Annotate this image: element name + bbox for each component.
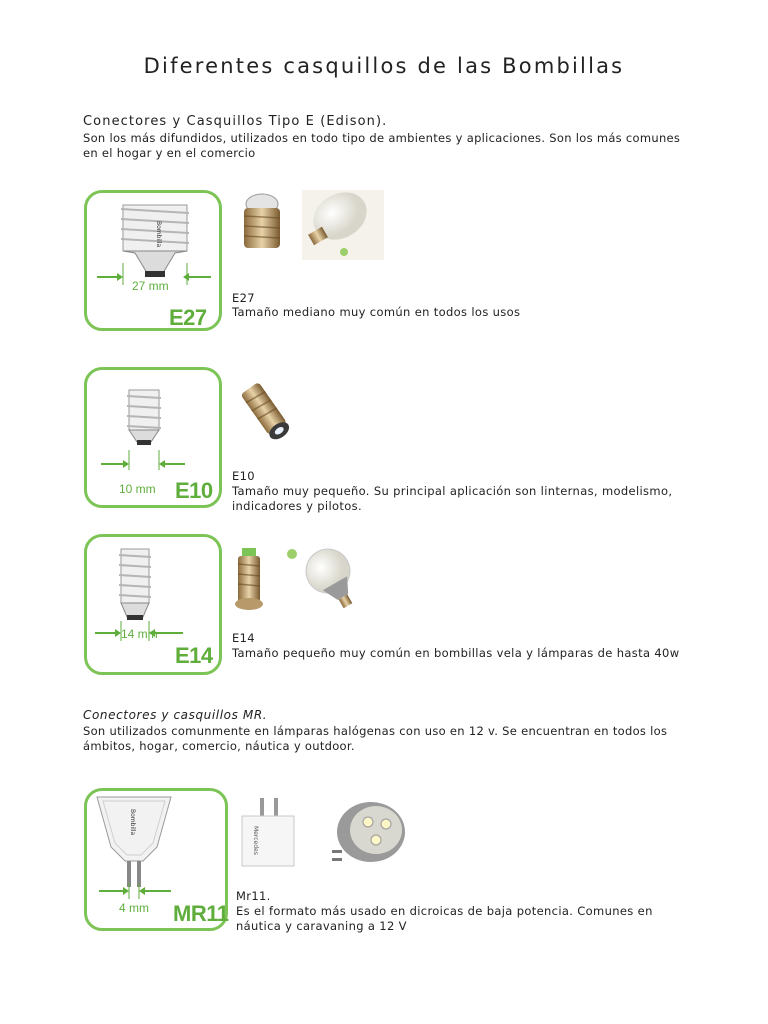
mr11-caption-text-line2: náutica y caravaning a 12 V xyxy=(236,919,407,933)
e14-mm-label: 14 mm xyxy=(121,627,158,641)
e10-caption-title: E10 xyxy=(232,469,255,483)
section-e-text-line1: Son los más difundidos, utilizados en todo tipo de ambientes y aplicaciones. Son los más comunes xyxy=(83,131,681,145)
e27-caption-title: E27 xyxy=(232,291,255,305)
e10-product-photo xyxy=(232,378,304,448)
e10-caption-text-line2: indicadores y pilotos. xyxy=(232,499,362,513)
e14-caption-title: E14 xyxy=(232,631,255,645)
section-e-text-line2: en el hogar y en el comercio xyxy=(83,146,256,160)
section-mr-text-line1: Son utilizados comunmente en lámparas halógenas con uso en 12 v. Se encuentran en todos los xyxy=(83,724,668,738)
mr11-code-label: MR11 xyxy=(173,901,229,926)
e27-mm-label: 27 mm xyxy=(132,279,169,293)
svg-text:Bombilla: Bombilla xyxy=(155,221,162,248)
e10-code-label: E10 xyxy=(175,478,213,503)
mr11-caption-title: Mr11. xyxy=(236,889,271,903)
e14-code-label: E14 xyxy=(175,643,213,668)
e14-product-photos xyxy=(232,542,384,614)
e14-caption-text: Tamaño pequeño muy común en bombillas vela y lámparas de hasta 40w xyxy=(232,646,680,660)
e10-diagram-card xyxy=(84,367,222,508)
e27-code-label: E27 xyxy=(169,305,207,330)
svg-text:Bombilla: Bombilla xyxy=(129,809,136,836)
e27-caption-text: Tamaño mediano muy común en todos los usos xyxy=(232,305,521,319)
section-mr-text-line2: ámbitos, hogar, comercio, náutica y outdoor. xyxy=(83,739,355,753)
section-mr-heading: Conectores y casquillos MR. xyxy=(83,708,268,722)
page-title: Diferentes casquillos de las Bombillas xyxy=(143,54,625,78)
e10-caption-text-line1: Tamaño muy pequeño. Su principal aplicación son linternas, modelismo, xyxy=(232,484,673,498)
mr11-caption-text-line1: Es el formato más usado en dicroicas de baja potencia. Comunes en xyxy=(236,904,653,918)
e27-diagram-card xyxy=(84,190,222,331)
e14-diagram-card xyxy=(84,534,222,675)
mr11-mm-label: 4 mm xyxy=(119,901,149,915)
section-e-heading: Conectores y Casquillos Tipo E (Edison). xyxy=(83,114,388,129)
e27-product-photos xyxy=(232,190,384,260)
e10-mm-label: 10 mm xyxy=(119,482,156,496)
mr11-diagram-card xyxy=(84,788,228,931)
svg-text:Mercedes: Mercedes xyxy=(252,826,259,855)
mr11-product-photos xyxy=(236,792,408,872)
